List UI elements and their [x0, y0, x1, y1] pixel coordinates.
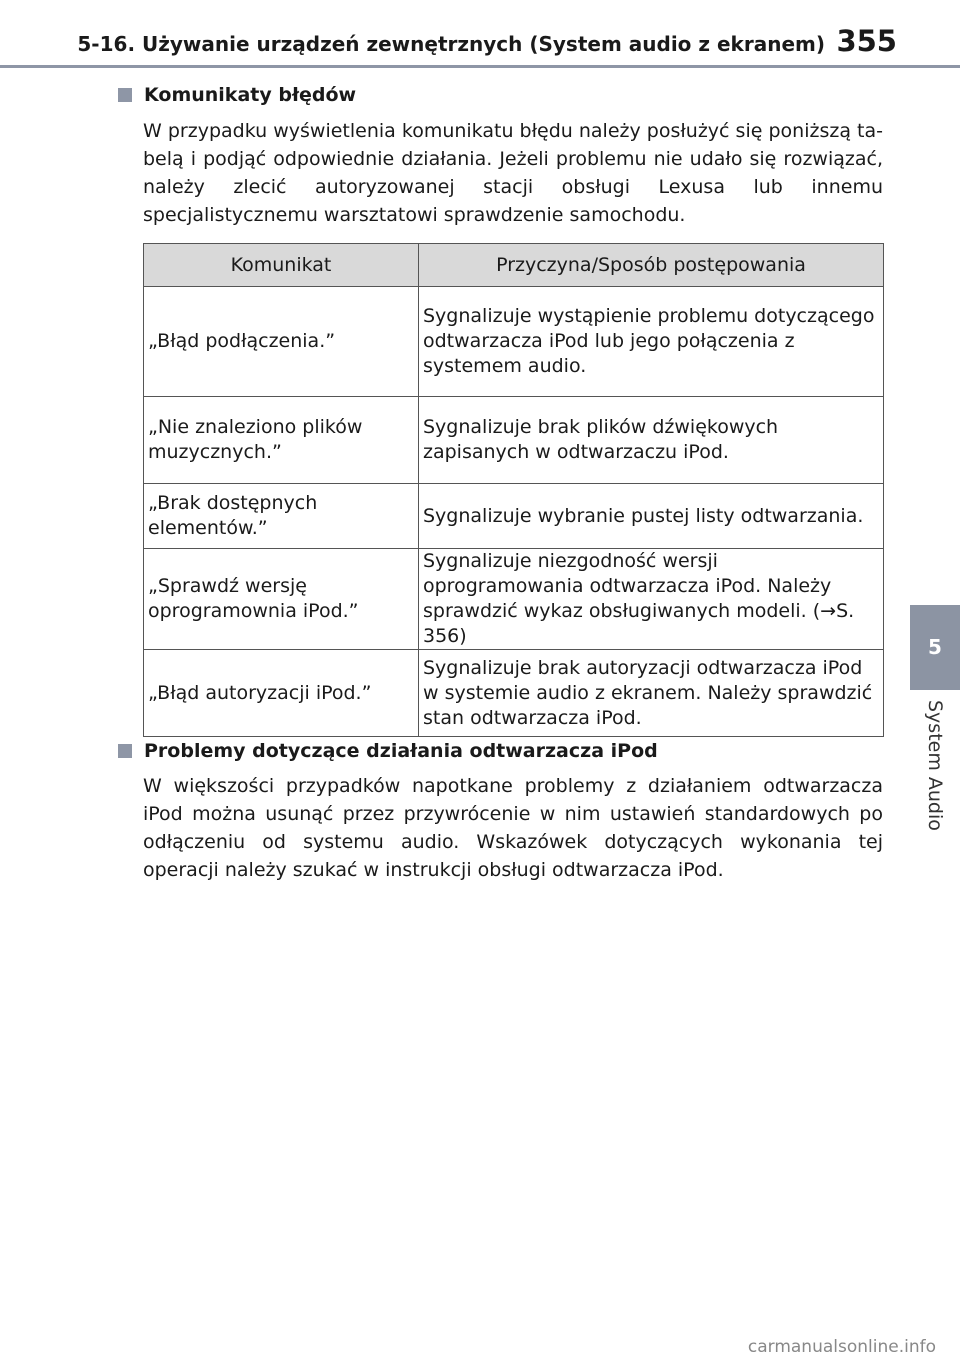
table-cell-message: „Błąd autoryzacji iPod.” [144, 650, 419, 737]
table-row [144, 650, 884, 737]
table-row [144, 549, 884, 650]
section-heading-errors [118, 84, 356, 106]
chapter-tab-label: System Audio [924, 700, 946, 831]
section-heading-text: Komunikaty błędów [144, 84, 357, 106]
table-row [144, 397, 884, 484]
table-cell-message: „Błąd podłączenia.” [144, 287, 419, 397]
table-cell-cause: Sygnalizuje niezgodność wersji oprogramowania odtwarzacza iPod. Należy sprawdzić wykaz obsługiwanych modeli. (→S. 356) [419, 549, 884, 650]
bullet-square-icon [118, 88, 132, 102]
table-header-row [144, 244, 884, 287]
chapter-title: 5-16. Używanie urządzeń zewnętrznych (System audio z ekranem) [77, 32, 825, 56]
page-number: 355 [836, 24, 897, 58]
table-cell-cause: Sygnalizuje brak plików dźwiękowych zapisanych w odtwarzaczu iPod. [419, 397, 884, 484]
bullet-square-icon [118, 744, 132, 758]
page-header [0, 0, 960, 64]
section-paragraph: W większości przypadków napotkane problemy z działaniem odtwarzacza iPod można usunąć przez przywrócenie w nim ustawień standardowych po odłączeniu od systemu audio. Wskazówek dotyczących wykonania tej operacji należy szukać w instrukcji obsługi odtwarzacza iPod. [143, 775, 883, 881]
table-header-cause: Przyczyna/Sposób postępowania [419, 244, 884, 287]
table-cell-cause: Sygnalizuje wystąpienie problemu dotyczącego odtwarzacza iPod lub jego połączenia z systemem audio. [419, 287, 884, 397]
section-heading-ipod-problems [118, 740, 658, 762]
section-heading-text: Problemy dotyczące działania odtwarzacza iPod [144, 740, 658, 762]
header-divider [0, 65, 960, 68]
table-row [144, 484, 884, 549]
table-cell-cause: Sygnalizuje wybranie pustej listy odtwarzania. [419, 484, 884, 549]
table-header-message: Komunikat [144, 244, 419, 287]
table-cell-message: „Nie znaleziono plików muzycznych.” [144, 397, 419, 484]
table-cell-message: „Brak dostępnych elementów.” [144, 484, 419, 549]
error-messages-table [143, 243, 884, 737]
section-paragraph: W przypadku wyświetlenia komunikatu błędu należy posłużyć się poniższą ta-belą i podjąć odpowiednie działania. Jeżeli problemu nie udało się rozwiązać, należy zlecić autoryzowanej stacji obsługi Lexusa lub innemu specjalistycznemu warsztatowi sprawdzenie samochodu. [143, 120, 883, 226]
table-row [144, 287, 884, 397]
table-cell-message: „Sprawdź wersję oprogramownia iPod.” [144, 549, 419, 650]
watermark: carmanualsonline.info [747, 1337, 936, 1357]
chapter-tab[interactable]: 5 [910, 605, 960, 690]
table-cell-cause: Sygnalizuje brak autoryzacji odtwarzacza iPod w systemie audio z ekranem. Należy sprawdzić stan odtwarzacza iPod. [419, 650, 884, 737]
